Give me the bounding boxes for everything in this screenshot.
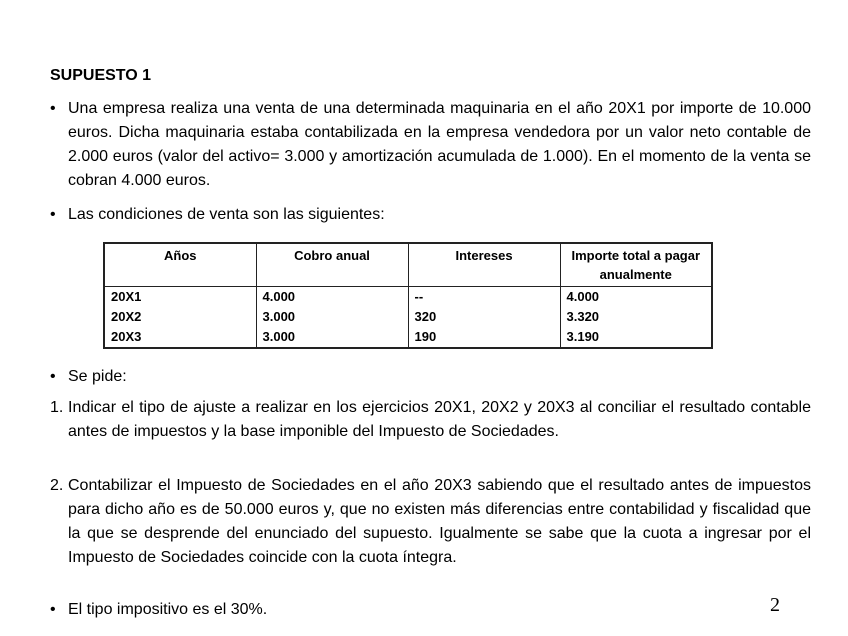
table-cell: 4.000 bbox=[256, 287, 408, 308]
paragraph-text: Se pide: bbox=[68, 368, 127, 385]
header-cell-importe-total: Importe total a pagar anualmente bbox=[560, 243, 712, 287]
table-cell: 20X2 bbox=[104, 307, 256, 327]
table-row bbox=[104, 327, 712, 348]
table-cell: 320 bbox=[408, 307, 560, 327]
table-header-row bbox=[104, 243, 712, 287]
paragraph-text: Una empresa realiza una venta de una determinada maquinaria en el año 20X1 por importe de 10.000 euros. Dicha maquinaria estaba contabilizada en la empresa vendedora por un valor neto contable de 2.000 euros (valor del activo= 3.000 y amortización acumulada de 1.000). En el momento de la venta se cobran 4.000 euros. bbox=[68, 100, 811, 189]
table-cell: -- bbox=[408, 287, 560, 308]
header-cell-cobro-anual: Cobro anual bbox=[256, 243, 408, 287]
question-2 bbox=[50, 474, 811, 570]
header-cell-anos: Años bbox=[104, 243, 256, 287]
paragraph-text: El tipo impositivo es el 30%. bbox=[68, 601, 268, 618]
slide-title: SUPUESTO 1 bbox=[50, 67, 152, 84]
paragraph-se-pide bbox=[50, 365, 811, 389]
table-cell: 3.190 bbox=[560, 327, 712, 348]
bullet-icon: • bbox=[50, 601, 56, 618]
bullet-icon: • bbox=[50, 100, 56, 117]
paragraph-sale-description bbox=[50, 97, 811, 193]
question-text: Indicar el tipo de ajuste a realizar en los ejercicios 20X1, 20X2 y 20X3 al conciliar el resultado contable antes de impuestos y la base imponible del Impuesto de Sociedades. bbox=[68, 399, 811, 440]
paragraph-tax-rate bbox=[50, 598, 811, 622]
table-cell: 4.000 bbox=[560, 287, 712, 308]
table-cell: 3.000 bbox=[256, 307, 408, 327]
question-number: 1. bbox=[50, 399, 64, 416]
conditions-table bbox=[103, 242, 713, 349]
paragraph-text: Las condiciones de venta son las siguientes: bbox=[68, 206, 385, 223]
question-number: 2. bbox=[50, 477, 64, 494]
bullet-icon: • bbox=[50, 368, 56, 385]
table-cell: 190 bbox=[408, 327, 560, 348]
question-1 bbox=[50, 396, 811, 444]
table-cell: 3.000 bbox=[256, 327, 408, 348]
table-cell: 3.320 bbox=[560, 307, 712, 327]
page-number: 2 bbox=[770, 594, 780, 616]
table-cell: 20X3 bbox=[104, 327, 256, 348]
table-cell: 20X1 bbox=[104, 287, 256, 308]
paragraph-conditions-intro bbox=[50, 203, 811, 227]
bullet-icon: • bbox=[50, 206, 56, 223]
table-row bbox=[104, 307, 712, 327]
table-row bbox=[104, 287, 712, 308]
header-cell-intereses: Intereses bbox=[408, 243, 560, 287]
question-text: Contabilizar el Impuesto de Sociedades en el año 20X3 sabiendo que el resultado antes de impuestos para dicho año es de 50.000 euros y, que no existen más diferencias entre contabilidad y fiscalidad que la que se desprende del enunciado del supuesto. Igualmente se sabe que la cuota a ingresar por el Impuesto de Sociedades coincide con la cuota íntegra. bbox=[68, 477, 811, 566]
